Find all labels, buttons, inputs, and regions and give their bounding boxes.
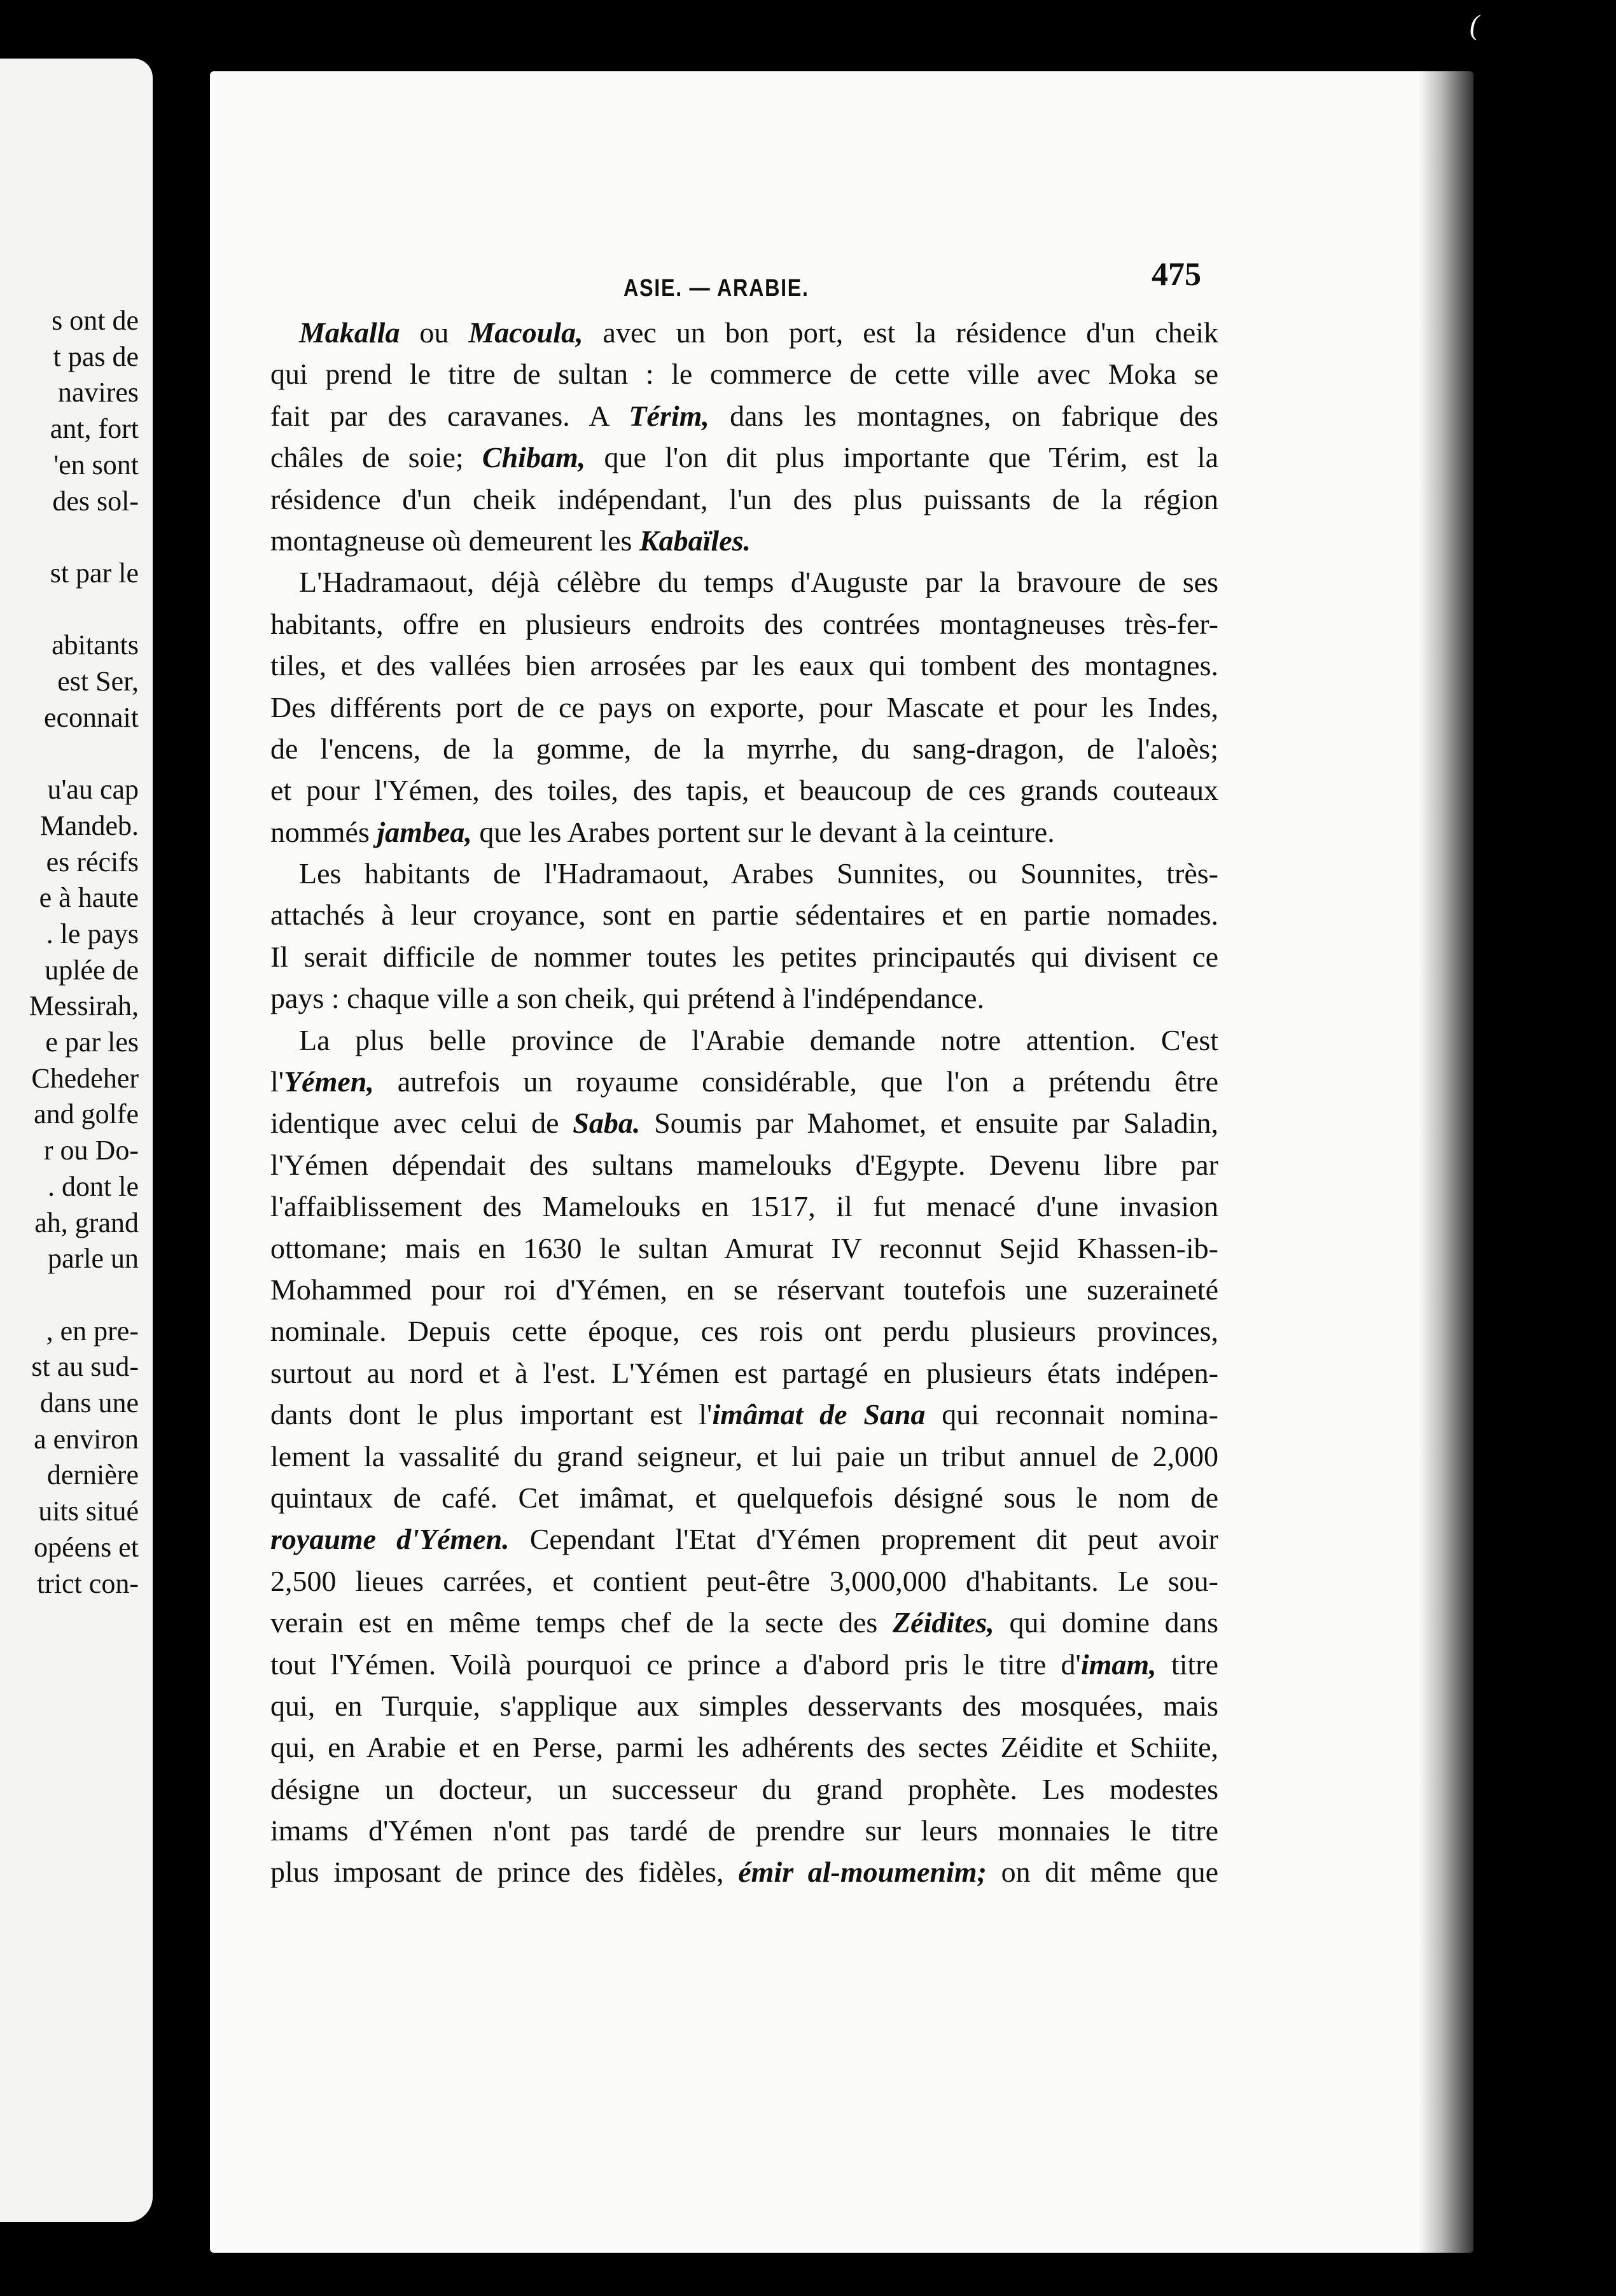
text-line — [270, 1019, 1218, 1061]
page-edge-background — [1473, 38, 1616, 2296]
text-run: quintaux de café. Cet imâmat, et quelquefois désigné sous le nom de — [270, 1481, 1218, 1514]
left-page-line: and golfe — [34, 1098, 139, 1130]
italic-term: Makalla — [299, 316, 400, 349]
text-run: Les habitants de l'Hadramaout, Arabes Sunnites, ou Sounnites, très- — [299, 857, 1218, 890]
text-run: Soumis par Mahomet, et ensuite par Saladin, — [640, 1107, 1218, 1140]
italic-term: Kabaïles. — [639, 524, 751, 557]
text-line — [270, 1436, 1218, 1477]
text-line — [270, 1851, 1218, 1893]
text-run: imams d'Yémen n'ont pas tardé de prendre sur leurs monnaies le titre — [270, 1814, 1218, 1847]
text-run: Cependant l'Etat d'Yémen proprement dit peut avoir — [509, 1523, 1218, 1556]
text-run: qui, en Arabie et en Perse, parmi les adhérents des sectes Zéidite et Schiite, — [270, 1731, 1218, 1764]
text-run: qui reconnait nomina- — [925, 1398, 1218, 1431]
left-page-line: u'au cap — [47, 774, 139, 806]
text-line — [270, 1810, 1218, 1851]
left-page-line: abitants — [52, 629, 139, 661]
left-page-line: uplée de — [45, 954, 139, 986]
left-page-line: r ou Do- — [43, 1135, 139, 1166]
text-run: ou — [400, 316, 469, 349]
text-line — [270, 811, 1218, 853]
left-page-line: est Ser, — [57, 666, 139, 697]
left-page-line: . le pays — [46, 918, 139, 949]
text-run: on dit même que — [986, 1856, 1218, 1889]
text-run: L'Hadramaout, déjà célèbre du temps d'Auguste par la bravoure de ses — [299, 566, 1218, 599]
italic-term: Chibam, — [482, 441, 586, 474]
text-run: verain est en même temps chef de la secte des — [270, 1606, 893, 1639]
text-run: dants dont le plus important est l' — [270, 1398, 713, 1431]
left-page-line: Messirah, — [29, 990, 139, 1022]
text-line — [270, 395, 1218, 437]
text-run: châles de soie; — [270, 441, 482, 474]
text-line — [270, 1352, 1218, 1394]
left-page-line: ah, grand — [34, 1207, 139, 1238]
text-run: Il serait difficile de nommer toutes les petites principautés qui divisent ce — [270, 940, 1218, 973]
text-run: ottomane; mais en 1630 le sultan Amurat IV reconnut Sejid Khassen-ib- — [270, 1231, 1218, 1264]
left-page-line: t pas de — [53, 340, 139, 372]
text-line — [270, 1144, 1218, 1186]
text-run: tout l'Yémen. Voilà pourquoi ce prince a d'abord pris le titre d' — [270, 1648, 1081, 1681]
text-line — [270, 1269, 1218, 1310]
text-run: avec un bon port, est la résidence d'un cheik — [583, 316, 1218, 349]
text-line — [270, 1726, 1218, 1768]
text-run: plus imposant de prince des fidèles, — [270, 1856, 739, 1889]
text-run: et pour l'Yémen, des toiles, des tapis, et beaucoup de ces grands couteaux — [270, 774, 1218, 807]
left-page-line: a environ — [34, 1423, 139, 1455]
left-page-line: parle un — [48, 1243, 139, 1275]
left-page-line: uits situé — [38, 1495, 139, 1527]
italic-term: Térim, — [629, 399, 709, 432]
text-line — [270, 312, 1218, 353]
left-page-line: navires — [57, 377, 139, 409]
text-line — [270, 645, 1218, 686]
text-run: lement la vassalité du grand seigneur, et lui paie un tribut annuel de 2,000 — [270, 1439, 1218, 1473]
text-line — [270, 728, 1218, 769]
left-page-fragment — [0, 59, 153, 2222]
italic-term: Saba. — [573, 1107, 641, 1140]
text-line — [270, 561, 1218, 603]
text-run: qui prend le titre de sultan : le commerce de cette ville avec Moka se — [270, 358, 1218, 391]
left-page-line: dernière — [46, 1459, 139, 1491]
text-run: autrefois un royaume considérable, que l'on a prétendu être — [373, 1065, 1218, 1098]
corner-mark: ( — [1470, 10, 1479, 41]
text-run: dans les montagnes, on fabrique des — [709, 399, 1218, 432]
text-run: l' — [270, 1065, 284, 1098]
text-line — [270, 1685, 1218, 1726]
text-run: désigne un docteur, un successeur du grand prophète. Les modestes — [270, 1772, 1218, 1805]
italic-term: émir al-moumenim; — [738, 1856, 987, 1889]
text-run: l'affaiblissement des Mamelouks en 1517, il fut menacé d'une invasion — [270, 1190, 1218, 1223]
text-line — [270, 687, 1218, 728]
text-run: 2,500 lieues carrées, et contient peut-être 3,000,000 d'habitants. Le sou- — [270, 1564, 1218, 1597]
left-page-line: trict con- — [36, 1567, 139, 1599]
text-line — [270, 520, 1218, 561]
italic-term: imâmat de Sana — [712, 1398, 926, 1431]
text-line — [270, 977, 1218, 1019]
italic-term: royaume d'Yémen. — [270, 1523, 510, 1556]
text-run: habitants, offre en plusieurs endroits des contrées montagneuses très-fer- — [270, 607, 1218, 640]
text-run: titre — [1156, 1648, 1218, 1681]
body-text — [270, 312, 1218, 1893]
text-run: résidence d'un cheik indépendant, l'un des plus puissants de la région — [270, 482, 1218, 515]
italic-term: Macoula, — [468, 316, 583, 349]
text-line — [270, 1310, 1218, 1352]
text-run: fait par des caravanes. A — [270, 399, 629, 432]
text-run: surtout au nord et à l'est. L'Yémen est partagé en plusieurs états indépen- — [270, 1356, 1218, 1389]
left-page-line: . dont le — [48, 1170, 139, 1202]
running-head: ASIE. — ARABIE. — [623, 275, 809, 302]
text-line — [270, 1394, 1218, 1435]
left-page-line: opéens et — [34, 1531, 139, 1563]
text-line — [270, 1518, 1218, 1560]
text-run: qui, en Turquie, s'applique aux simples desservants des mosquées, mais — [270, 1689, 1218, 1722]
left-page-line: , en pre- — [46, 1315, 139, 1347]
text-line — [270, 1061, 1218, 1102]
page-number: 475 — [1152, 256, 1201, 293]
left-page-line: econnait — [43, 701, 139, 733]
text-run: que les Arabes portent sur le devant à la ceinture. — [471, 815, 1055, 848]
text-line — [270, 1644, 1218, 1685]
left-page-line: st au sud- — [31, 1351, 139, 1383]
left-page-line: st par le — [50, 557, 139, 589]
text-run: Des différents port de ce pays on exporte, pour Mascate et pour les Indes, — [270, 690, 1218, 724]
text-run: attachés à leur croyance, sont en partie sédentaires et en partie nomades. — [270, 899, 1218, 932]
left-page-line: e à haute — [39, 882, 139, 914]
italic-term: jambea, — [377, 815, 472, 848]
text-run: tiles, et des vallées bien arrosées par les eaux qui tombent des montagnes. — [270, 649, 1218, 682]
text-run: nominale. Depuis cette époque, ces rois ont perdu plusieurs provinces, — [270, 1315, 1218, 1348]
text-line — [270, 1602, 1218, 1643]
left-page-line: e par les — [45, 1026, 139, 1058]
text-run: identique avec celui de — [270, 1107, 573, 1140]
text-run: montagneuse où demeurent les — [270, 524, 639, 557]
text-line — [270, 936, 1218, 977]
text-run: de l'encens, de la gomme, de la myrrhe, du sang-dragon, de l'aloès; — [270, 732, 1218, 765]
text-line — [270, 353, 1218, 395]
text-line — [270, 894, 1218, 935]
text-line — [270, 1102, 1218, 1144]
text-line — [270, 769, 1218, 811]
left-page-line: dans une — [39, 1387, 139, 1418]
text-line — [270, 853, 1218, 894]
text-run: pays : chaque ville a son cheik, qui prétend à l'indépendance. — [270, 982, 985, 1015]
left-page-line: Chedeher — [31, 1062, 139, 1094]
text-line — [270, 1477, 1218, 1518]
left-page-line: es récifs — [46, 846, 139, 878]
text-run: l'Yémen dépendait des sultans mamelouks d'Egypte. Devenu libre par — [270, 1148, 1218, 1181]
left-page-line: Mandeb. — [39, 809, 139, 841]
gutter-shadow — [1419, 71, 1473, 2253]
text-line — [270, 437, 1218, 478]
italic-term: imam, — [1080, 1648, 1157, 1681]
text-run: Mohammed pour roi d'Yémen, en se réservant toutefois une suzeraineté — [270, 1273, 1218, 1306]
italic-term: Yémen, — [284, 1065, 374, 1098]
left-page-line: des sol- — [52, 485, 139, 517]
left-page-line: s ont de — [52, 305, 139, 336]
left-page-line: 'en sont — [53, 449, 139, 480]
text-line — [270, 1186, 1218, 1227]
text-line — [270, 479, 1218, 520]
text-line — [270, 1228, 1218, 1269]
italic-term: Zéidites, — [893, 1606, 994, 1639]
text-run: qui domine dans — [994, 1606, 1218, 1639]
text-run: que l'on dit plus importante que Térim, est la — [585, 441, 1218, 474]
text-line — [270, 1768, 1218, 1810]
left-page-line: ant, fort — [50, 413, 139, 445]
text-run: La plus belle province de l'Arabie demande notre attention. C'est — [299, 1023, 1218, 1056]
text-line — [270, 603, 1218, 645]
text-line — [270, 1560, 1218, 1602]
text-run: nommés — [270, 815, 377, 848]
